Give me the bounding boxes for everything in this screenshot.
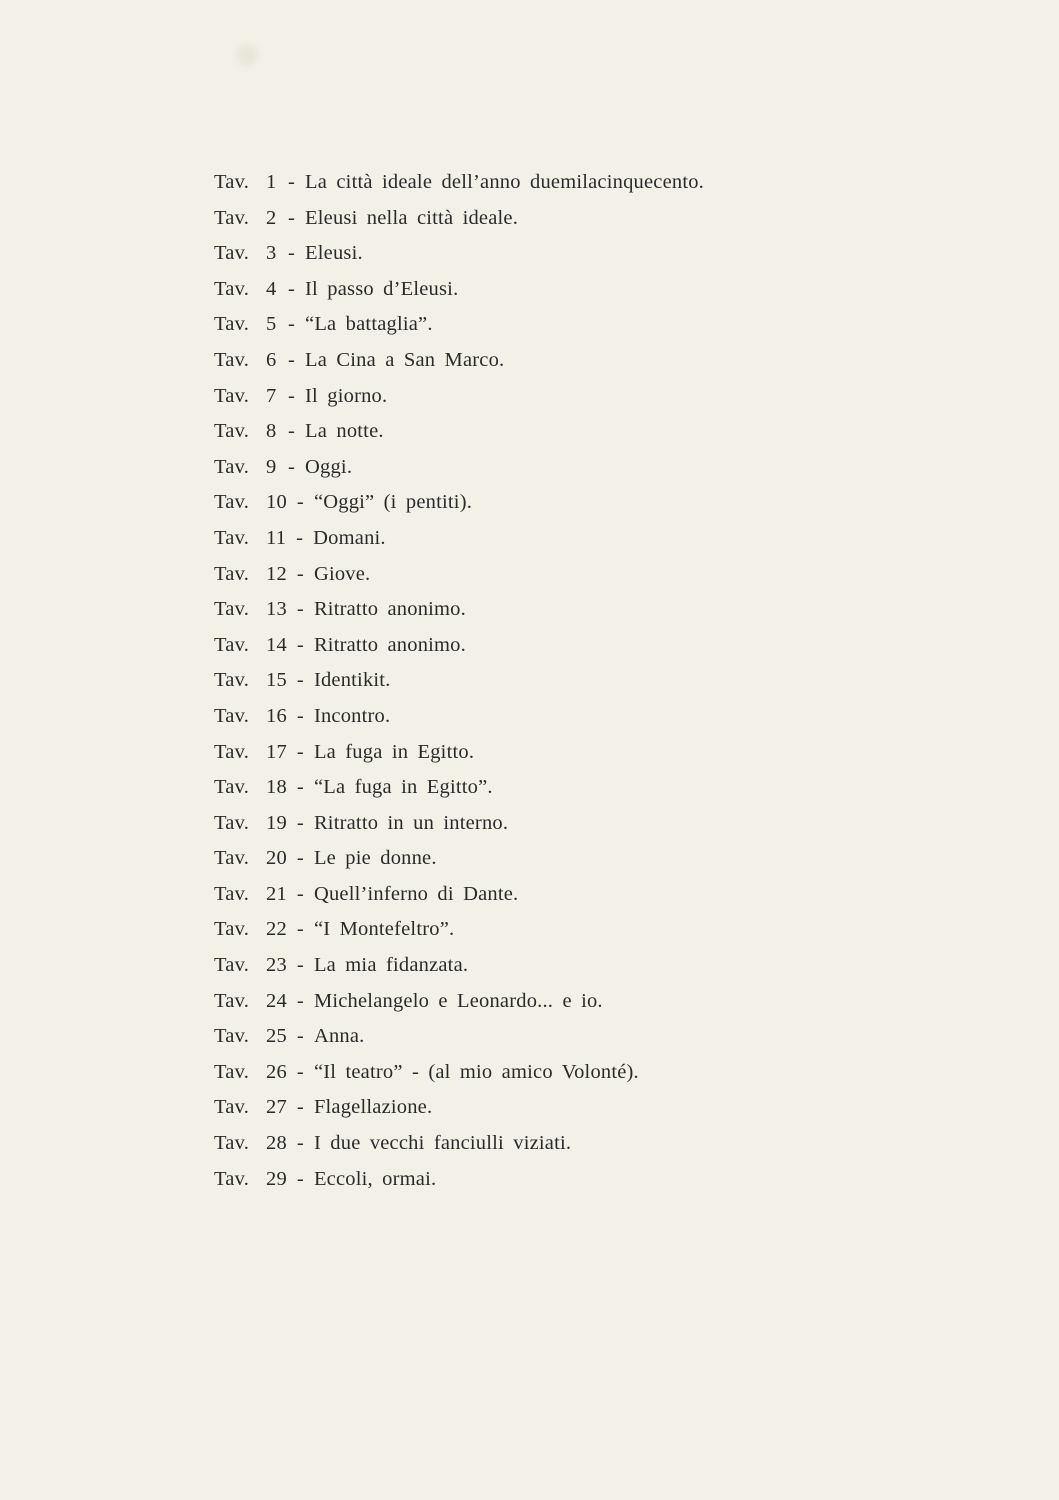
plate-number: 27 <box>266 1096 287 1119</box>
separator-dash: - <box>296 847 304 870</box>
plate-number: 7 <box>266 384 277 407</box>
plate-title: Il giorno. <box>305 384 388 407</box>
plate-number: 11 <box>266 526 287 549</box>
plate-label: Tav. <box>214 420 250 443</box>
plate-entry <box>214 770 704 806</box>
plate-title: Eccoli, ormai. <box>313 1167 437 1190</box>
separator-dash: - <box>296 1096 304 1119</box>
plate-label: Tav. <box>214 455 250 478</box>
plate-label: Tav. <box>214 811 250 834</box>
plate-number: 1 <box>266 171 277 193</box>
plate-label: Tav. <box>214 847 250 870</box>
plate-entry <box>214 1090 704 1126</box>
separator-dash: - <box>296 811 304 834</box>
plate-entry <box>214 343 704 379</box>
plate-entry <box>214 592 704 628</box>
plate-label: Tav. <box>214 313 250 336</box>
plate-number: 15 <box>266 669 287 692</box>
plate-title: Ritratto anonimo. <box>313 598 466 621</box>
plate-label: Tav. <box>214 989 250 1012</box>
plate-title: Ritratto in un interno. <box>313 811 509 834</box>
plate-number: 19 <box>266 811 287 834</box>
plate-label: Tav. <box>214 526 250 549</box>
plate-entry <box>214 841 704 877</box>
separator-dash: - <box>296 776 304 799</box>
separator-dash: - <box>288 242 296 265</box>
plate-number: 3 <box>266 242 277 265</box>
plate-entry <box>214 663 704 699</box>
separator-dash: - <box>296 526 304 549</box>
plate-title: Il passo d’Eleusi. <box>305 277 459 300</box>
plate-title: Anna. <box>313 1025 365 1048</box>
plate-title: “La battaglia”. <box>305 313 433 336</box>
plate-title: Identikit. <box>313 669 391 692</box>
plate-number: 8 <box>266 420 277 443</box>
separator-dash: - <box>288 277 296 300</box>
separator-dash: - <box>288 206 296 229</box>
separator-dash: - <box>288 384 296 407</box>
plate-entry <box>214 628 704 664</box>
plate-label: Tav. <box>214 348 250 371</box>
plate-entry <box>214 912 704 948</box>
plate-number: 23 <box>266 954 287 977</box>
separator-dash: - <box>296 633 304 656</box>
plate-label: Tav. <box>214 562 250 585</box>
separator-dash: - <box>296 562 304 585</box>
paper-smudge <box>236 44 258 66</box>
plate-entry <box>214 1055 704 1091</box>
plate-entry <box>214 806 704 842</box>
plate-number: 10 <box>266 491 287 514</box>
separator-dash: - <box>288 313 296 336</box>
plate-title: Ritratto anonimo. <box>313 633 466 656</box>
plate-label: Tav. <box>214 598 250 621</box>
plate-number: 9 <box>266 455 277 478</box>
separator-dash: - <box>296 1167 304 1190</box>
plate-entry <box>214 557 704 593</box>
plate-entry <box>214 307 704 343</box>
separator-dash: - <box>296 1060 304 1083</box>
plate-number: 24 <box>266 989 287 1012</box>
separator-dash: - <box>288 420 296 443</box>
plate-label: Tav. <box>214 740 250 763</box>
plate-entry <box>214 1019 704 1055</box>
plate-label: Tav. <box>214 277 250 300</box>
plate-number: 25 <box>266 1025 287 1048</box>
plate-label: Tav. <box>214 1132 250 1155</box>
plate-title: “Oggi” (i pentiti). <box>313 491 473 514</box>
plate-label: Tav. <box>214 669 250 692</box>
separator-dash: - <box>296 882 304 905</box>
separator-dash: - <box>288 455 296 478</box>
plate-entry <box>214 984 704 1020</box>
plate-entry <box>214 450 704 486</box>
plate-label: Tav. <box>214 918 250 941</box>
plate-title: “La fuga in Egitto”. <box>313 776 493 799</box>
separator-dash: - <box>296 669 304 692</box>
plate-number: 12 <box>266 562 287 585</box>
plate-entry <box>214 379 704 415</box>
plate-title: Giove. <box>313 562 371 585</box>
plate-title: La mia fidanzata. <box>313 954 469 977</box>
plate-label: Tav. <box>214 1167 250 1190</box>
plate-number: 29 <box>266 1167 287 1190</box>
plate-number: 4 <box>266 277 277 300</box>
plate-number: 16 <box>266 704 287 727</box>
plate-number: 18 <box>266 776 287 799</box>
separator-dash: - <box>288 171 296 193</box>
plate-title: Quell’inferno di Dante. <box>313 882 519 905</box>
separator-dash: - <box>296 740 304 763</box>
plate-title: Eleusi nella città ideale. <box>305 206 519 229</box>
plate-label: Tav. <box>214 491 250 514</box>
plate-title: Eleusi. <box>305 242 363 265</box>
plate-number: 5 <box>266 313 277 336</box>
separator-dash: - <box>296 598 304 621</box>
plate-entry <box>214 272 704 308</box>
plate-label: Tav. <box>214 1025 250 1048</box>
plate-entry <box>214 165 704 201</box>
plate-number: 14 <box>266 633 287 656</box>
plate-entry <box>214 521 704 557</box>
plate-entry <box>214 414 704 450</box>
plate-title: La fuga in Egitto. <box>313 740 475 763</box>
plate-label: Tav. <box>214 882 250 905</box>
plate-title: Incontro. <box>313 704 391 727</box>
plate-number: 22 <box>266 918 287 941</box>
separator-dash: - <box>296 1132 304 1155</box>
plate-title: La città ideale dell’anno duemilacinquecento. <box>305 171 704 193</box>
plate-title: La notte. <box>305 420 384 443</box>
plate-label: Tav. <box>214 1060 250 1083</box>
plate-label: Tav. <box>214 206 250 229</box>
plate-title: “I Montefeltro”. <box>313 918 455 941</box>
separator-dash: - <box>288 348 296 371</box>
separator-dash: - <box>296 918 304 941</box>
plate-entry <box>214 201 704 237</box>
plate-entry <box>214 735 704 771</box>
plate-number: 21 <box>266 882 287 905</box>
plate-entry <box>214 1126 704 1162</box>
plate-entry <box>214 485 704 521</box>
plate-entry <box>214 699 704 735</box>
plate-entry <box>214 877 704 913</box>
plate-label: Tav. <box>214 171 250 193</box>
plate-label: Tav. <box>214 1096 250 1119</box>
plate-label: Tav. <box>214 704 250 727</box>
plate-title: La Cina a San Marco. <box>305 348 505 371</box>
plate-number: 2 <box>266 206 277 229</box>
separator-dash: - <box>296 954 304 977</box>
plate-entry <box>214 948 704 984</box>
plate-title: Oggi. <box>305 455 353 478</box>
plate-number: 20 <box>266 847 287 870</box>
plate-number: 6 <box>266 348 277 371</box>
separator-dash: - <box>296 1025 304 1048</box>
plate-label: Tav. <box>214 242 250 265</box>
plate-number: 17 <box>266 740 287 763</box>
plate-entry <box>214 1162 704 1198</box>
separator-dash: - <box>296 989 304 1012</box>
plate-label: Tav. <box>214 954 250 977</box>
plate-number: 26 <box>266 1060 287 1083</box>
plate-title: Domani. <box>313 526 386 549</box>
plate-title: Michelangelo e Leonardo... e io. <box>313 989 603 1012</box>
plate-title: Le pie donne. <box>313 847 437 870</box>
plate-title: Flagellazione. <box>313 1096 433 1119</box>
separator-dash: - <box>296 704 304 727</box>
plate-label: Tav. <box>214 384 250 407</box>
plate-number: 28 <box>266 1132 287 1155</box>
plate-label: Tav. <box>214 776 250 799</box>
plate-title: I due vecchi fanciulli viziati. <box>313 1132 572 1155</box>
plates-list <box>214 165 704 1197</box>
plate-number: 13 <box>266 598 287 621</box>
plate-entry <box>214 236 704 272</box>
plate-title: “Il teatro” - (al mio amico Volonté). <box>313 1060 639 1083</box>
separator-dash: - <box>296 491 304 514</box>
plate-label: Tav. <box>214 633 250 656</box>
